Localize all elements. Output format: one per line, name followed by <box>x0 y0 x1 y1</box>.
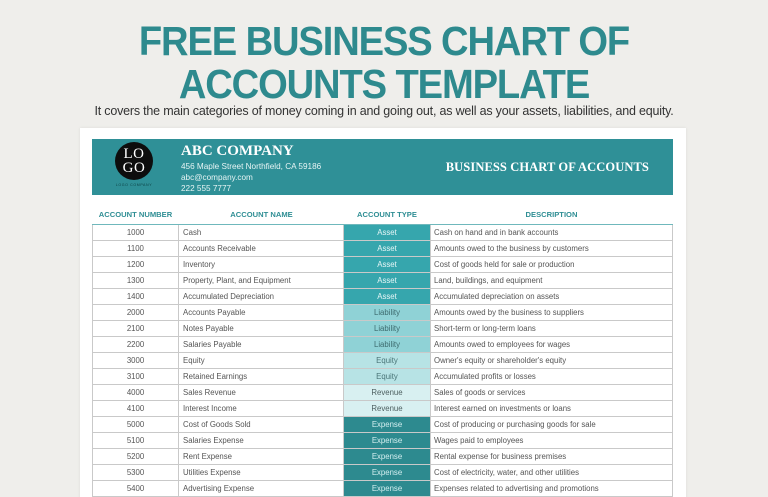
account-type-cell: Liability <box>344 321 430 336</box>
account-type-cell: Liability <box>344 337 430 352</box>
account-name-cell: Advertising Expense <box>179 481 344 496</box>
account-type-cell: Equity <box>344 369 430 384</box>
description-cell: Accumulated depreciation on assets <box>430 289 673 304</box>
account-name-cell: Sales Revenue <box>179 385 344 400</box>
hero-title-line-2: ACCOUNTS TEMPLATE <box>178 61 590 107</box>
description-cell: Amounts owed to employees for wages <box>430 337 673 352</box>
account-type-cell: Asset <box>344 289 430 304</box>
table-row <box>92 481 673 497</box>
description-cell: Owner's equity or shareholder's equity <box>430 353 673 368</box>
table-row <box>92 385 673 401</box>
description-cell: Cash on hand and in bank accounts <box>430 225 673 240</box>
table-row <box>92 433 673 449</box>
account-name-cell: Cost of Goods Sold <box>179 417 344 432</box>
account-name-cell: Rent Expense <box>179 449 344 464</box>
account-number-cell: 2200 <box>92 337 179 352</box>
account-type-cell: Equity <box>344 353 430 368</box>
account-name-cell: Accounts Receivable <box>179 241 344 256</box>
description-cell: Cost of producing or purchasing goods for sale <box>430 417 673 432</box>
table-row <box>92 289 673 305</box>
account-name-cell: Accounts Payable <box>179 305 344 320</box>
account-name-cell: Salaries Expense <box>179 433 344 448</box>
description-cell: Land, buildings, and equipment <box>430 273 673 288</box>
column-header-account-number: ACCOUNT NUMBER <box>98 210 173 219</box>
account-type-cell: Asset <box>344 241 430 256</box>
account-type-cell: Liability <box>344 305 430 320</box>
column-header-account-type: ACCOUNT TYPE <box>357 210 417 219</box>
account-number-cell: 1300 <box>92 273 179 288</box>
logo-text-line-1: LO <box>123 146 145 162</box>
description-cell: Accumulated profits or losses <box>430 369 673 384</box>
account-number-cell: 4000 <box>92 385 179 400</box>
description-cell: Interest earned on investments or loans <box>430 401 673 416</box>
account-type-cell: Revenue <box>344 401 430 416</box>
description-cell: Cost of goods held for sale or production <box>430 257 673 272</box>
account-name-cell: Cash <box>179 225 344 240</box>
account-number-cell: 5400 <box>92 481 179 496</box>
account-number-cell: 2000 <box>92 305 179 320</box>
table-row <box>92 353 673 369</box>
account-number-cell: 1200 <box>92 257 179 272</box>
account-number-cell: 5100 <box>92 433 179 448</box>
account-name-cell: Property, Plant, and Equipment <box>179 273 344 288</box>
table-row <box>92 305 673 321</box>
account-number-cell: 2100 <box>92 321 179 336</box>
column-header-description: DESCRIPTION <box>525 210 578 219</box>
document-header-banner <box>92 139 673 195</box>
account-type-cell: Asset <box>344 225 430 240</box>
description-cell: Expenses related to advertising and promotions <box>430 481 673 496</box>
table-row <box>92 273 673 289</box>
account-number-cell: 1100 <box>92 241 179 256</box>
account-number-cell: 5000 <box>92 417 179 432</box>
company-phone: 222 555 7777 <box>181 184 232 193</box>
account-number-cell: 1400 <box>92 289 179 304</box>
account-type-cell: Asset <box>344 273 430 288</box>
table-row <box>92 369 673 385</box>
table-row <box>92 417 673 433</box>
description-cell: Sales of goods or services <box>430 385 673 400</box>
table-row <box>92 465 673 481</box>
description-cell: Amounts owed by the business to suppliers <box>430 305 673 320</box>
account-number-cell: 5300 <box>92 465 179 480</box>
logo-text-line-2: GO <box>122 160 146 176</box>
description-cell: Rental expense for business premises <box>430 449 673 464</box>
table-row <box>92 449 673 465</box>
account-name-cell: Accumulated Depreciation <box>179 289 344 304</box>
description-cell: Wages paid to employees <box>430 433 673 448</box>
account-type-cell: Expense <box>344 449 430 464</box>
account-name-cell: Interest Income <box>179 401 344 416</box>
hero-title-line-1: FREE BUSINESS CHART OF <box>138 18 630 64</box>
hero-subtitle: It covers the main categories of money coming in and going out, as well as your assets, liabilities, and equity. <box>94 104 674 118</box>
accounts-table <box>92 224 673 497</box>
account-type-cell: Expense <box>344 481 430 496</box>
account-number-cell: 4100 <box>92 401 179 416</box>
account-number-cell: 3100 <box>92 369 179 384</box>
company-email: abc@company.com <box>181 173 253 182</box>
account-name-cell: Salaries Payable <box>179 337 344 352</box>
account-number-cell: 5200 <box>92 449 179 464</box>
account-name-cell: Utilities Expense <box>179 465 344 480</box>
table-row <box>92 401 673 417</box>
account-number-cell: 1000 <box>92 225 179 240</box>
logo-caption: LOGO COMPANY <box>115 183 153 187</box>
logo-icon <box>115 142 153 180</box>
description-cell: Cost of electricity, water, and other utilities <box>430 465 673 480</box>
table-row <box>92 225 673 241</box>
document-title: BUSINESS CHART OF ACCOUNTS <box>445 160 649 174</box>
company-address: 456 Maple Street Northfield, CA 59186 <box>181 162 322 171</box>
account-type-cell: Expense <box>344 417 430 432</box>
account-name-cell: Notes Payable <box>179 321 344 336</box>
account-number-cell: 3000 <box>92 353 179 368</box>
table-row <box>92 337 673 353</box>
account-type-cell: Revenue <box>344 385 430 400</box>
description-cell: Amounts owed to the business by customers <box>430 241 673 256</box>
table-row <box>92 257 673 273</box>
table-row <box>92 241 673 257</box>
hero-title <box>27 20 741 106</box>
account-type-cell: Expense <box>344 465 430 480</box>
document-preview <box>80 128 686 497</box>
description-cell: Short-term or long-term loans <box>430 321 673 336</box>
column-header-account-name: ACCOUNT NAME <box>230 210 293 219</box>
account-name-cell: Inventory <box>179 257 344 272</box>
company-name: ABC COMPANY <box>181 143 294 159</box>
account-name-cell: Retained Earnings <box>179 369 344 384</box>
account-name-cell: Equity <box>179 353 344 368</box>
account-type-cell: Expense <box>344 433 430 448</box>
account-type-cell: Asset <box>344 257 430 272</box>
table-row <box>92 321 673 337</box>
